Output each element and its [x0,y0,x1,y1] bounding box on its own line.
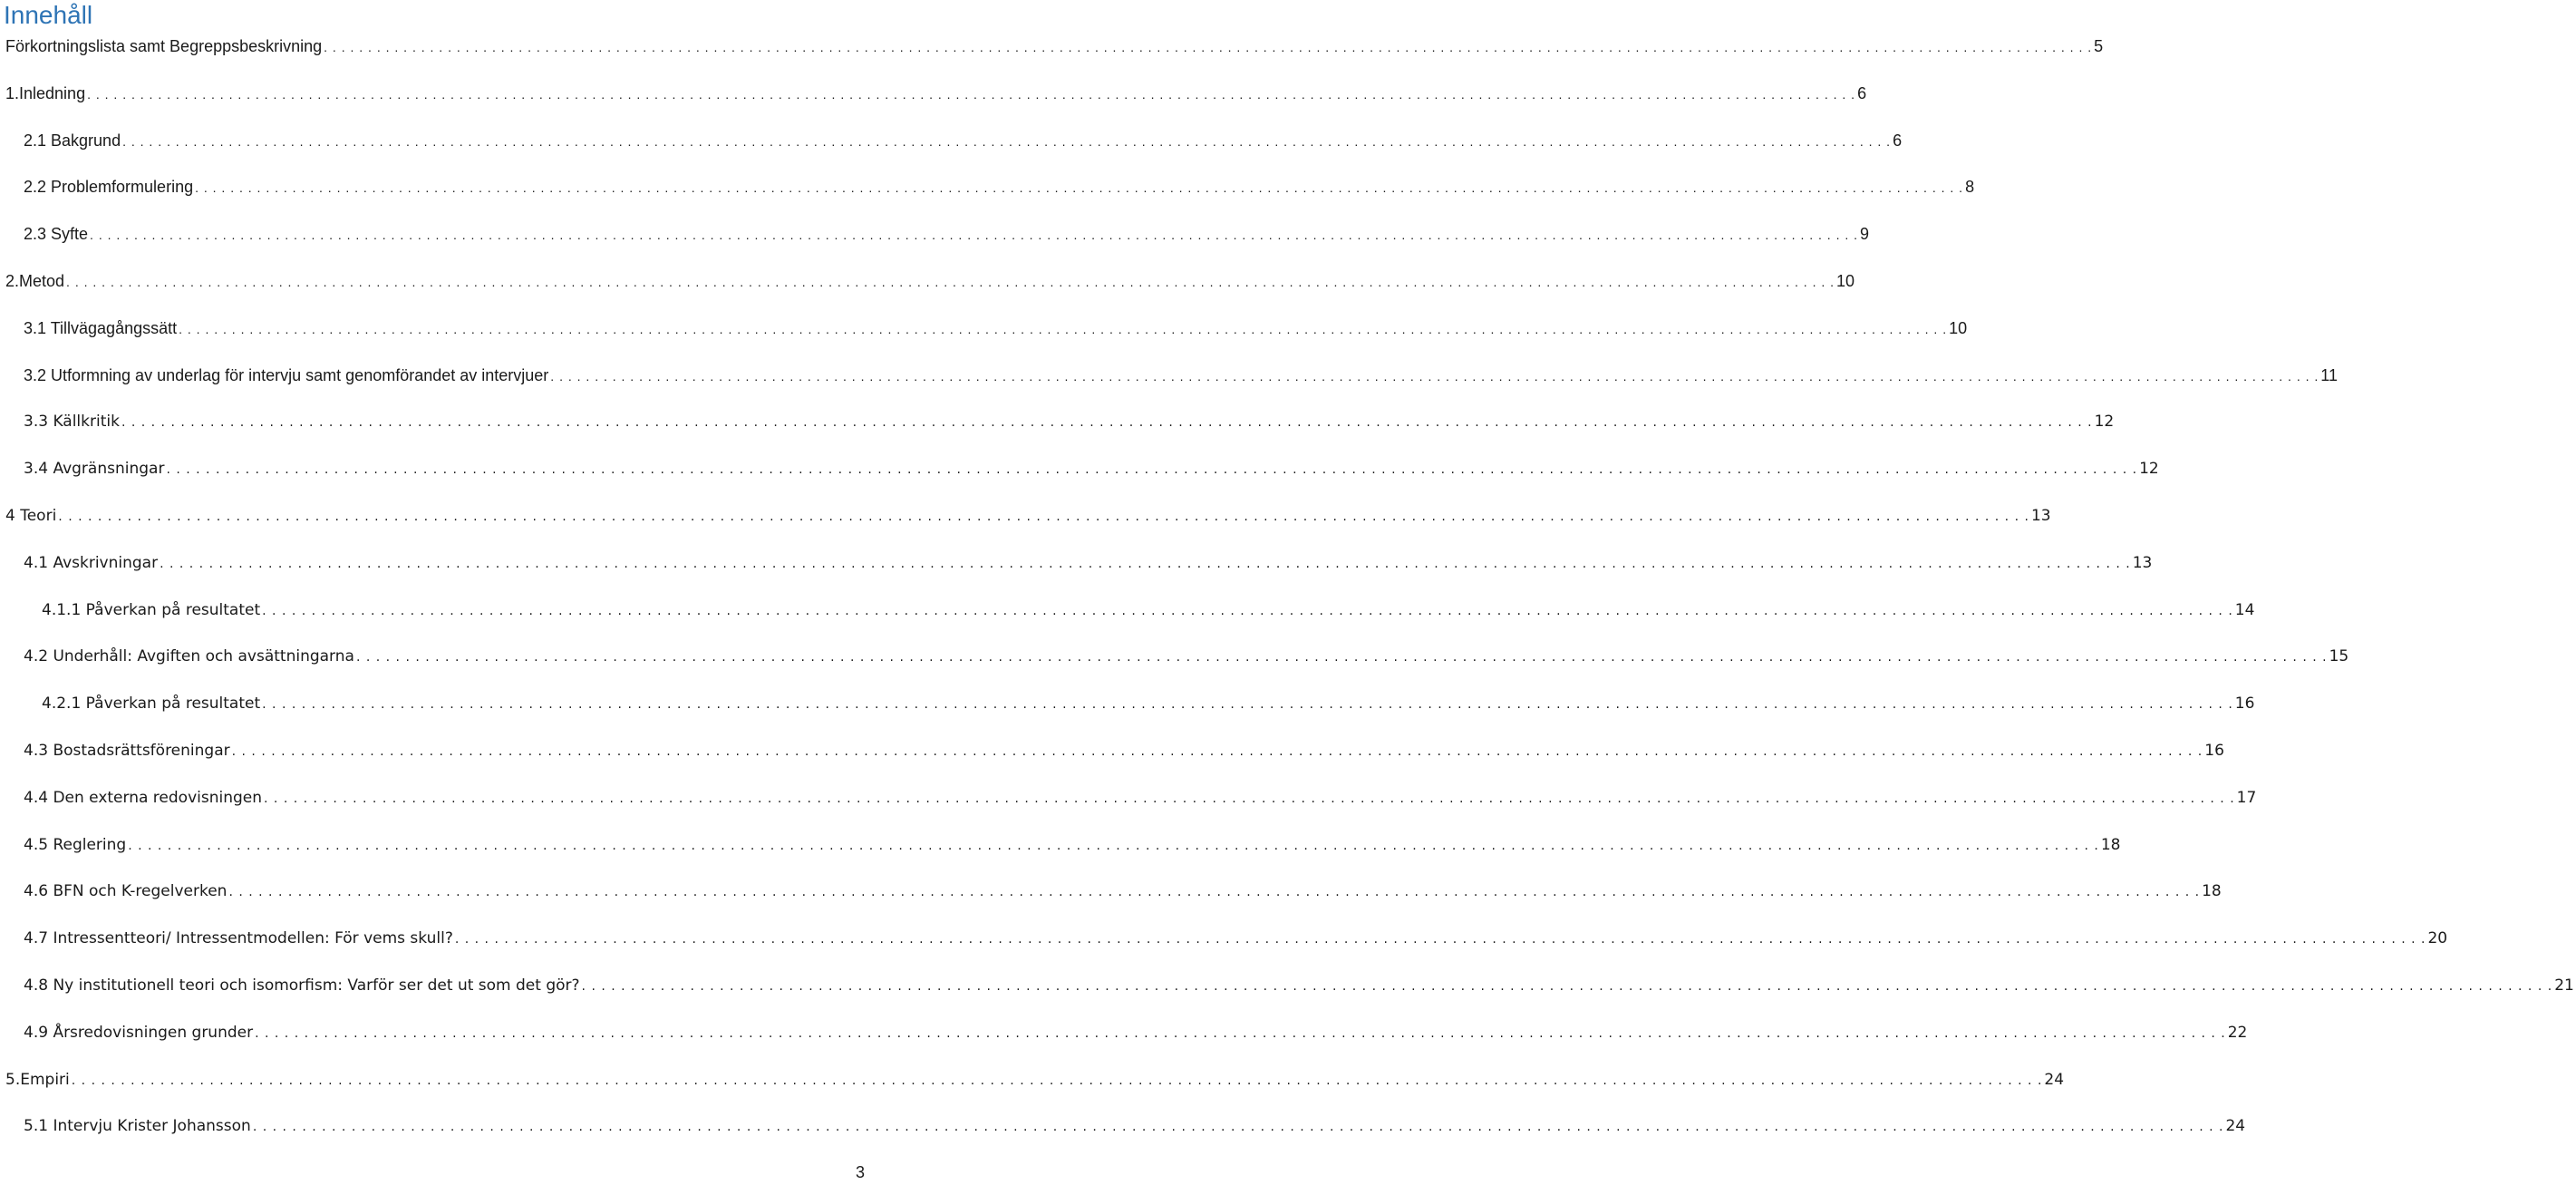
toc-entry-page: 10 [1949,318,1968,337]
toc-entry[interactable] [0,80,1867,107]
toc-leader-dots: . . . . . . . . . . . . . . . . . . . . . . . . . . . . . . . . . . . . . . . . . . . . . . . . . . . . . . . . . . . . . . . . . . . . . . . . . . . . . . . . . . . . . . . . . . . . . . . . . . . . . . . . . . . . . . . . . . . . . . . . . . . . . . . . . . . . . . . . . . . . . . . . . . . . . . . . . . . . . . . . . . . . . . . . . . . . . . . . . . . . . . . . . . . . . . . . . . . . . . . . [581,979,2553,994]
toc-leader-dots: . . . . . . . . . . . . . . . . . . . . . . . . . . . . . . . . . . . . . . . . . . . . . . . . . . . . . . . . . . . . . . . . . . . . . . . . . . . . . . . . . . . . . . . . . . . . . . . . . . . . . . . . . . . . . . . . . . . . . . . . . . . . . . . . . . . . . . . . . . . . . . . . . . . . . . . . . . . . . . . . . . . . . . . . . . . . . . . . . . . . . . . . . . . . . . . . . . . . . . . . [128,838,2099,853]
toc-leader-dots: . . . . . . . . . . . . . . . . . . . . . . . . . . . . . . . . . . . . . . . . . . . . . . . . . . . . . . . . . . . . . . . . . . . . . . . . . . . . . . . . . . . . . . . . . . . . . . . . . . . . . . . . . . . . . . . . . . . . . . . . . . . . . . . . . . . . . . . . . . . . . . . . . . . . . . . . . . . . . . . . . . . . . . . . . . . . . . . . . . . . . . . . . . . . . . . . . . . . . . . . [355,650,2328,665]
toc-entry-title: 3.3 Källkritik [24,413,120,432]
toc-entry[interactable] [0,455,2159,482]
toc-entry[interactable] [0,33,2104,60]
toc-leader-dots: . . . . . . . . . . . . . . . . . . . . . . . . . . . . . . . . . . . . . . . . . . . . . . . . . . . . . . . . . . . . . . . . . . . . . . . . . . . . . . . . . . . . . . . . . . . . . . . . . . . . . . . . . . . . . . . . . . . . . . . . . . . . . . . . . . . . . . . . . . . . . . . . . . . . . . . . . . . . . . . . . . . . . . . . . . . . . . . . . . . . . . . . . . . . . . . . . . . . . . . . [71,1073,2043,1088]
toc-entry-page: 6 [1893,131,1903,150]
toc-entry-page: 10 [1836,272,1855,290]
toc-entry-page: 12 [2094,413,2115,432]
toc-entry-title: 4.5 Reglering [24,835,127,854]
toc-entry-title: Förkortningslista samt Begreppsbeskrivning [5,37,323,55]
toc-leader-dots: . . . . . . . . . . . . . . . . . . . . . . . . . . . . . . . . . . . . . . . . . . . . . . . . . . . . . . . . . . . . . . . . . . . . . . . . . . . . . . . . . . . . . . . . . . . . . . . . . . . . . . . . . . . . . . . . . . . . . . . . . . . . . . . . . . . . . . . . . . . . . . . . . . . . . . . . . . . . . . . . . . . . . . . . . . . . . . . . . . . . . . . . . . . . . . . . . . . . . . . . [166,462,2138,478]
toc-leader-dots: . . . . . . . . . . . . . . . . . . . . . . . . . . . . . . . . . . . . . . . . . . . . . . . . . . . . . . . . . . . . . . . . . . . . . . . . . . . . . . . . . . . . . . . . . . . . . . . . . . . . . . . . . . . . . . . . . . . . . . . . . . . . . . . . . . . . . . . . . . . . . . . . . . . . . . . . . . . . . . . . . . . . . . . . . . . . . . . . . . . . . . . . . . . . . . . . . . . . . . . . [252,1120,2224,1135]
toc-leader-dots: . . . . . . . . . . . . . . . . . . . . . . . . . . . . . . . . . . . . . . . . . . . . . . . . . . . . . . . . . . . . . . . . . . . . . . . . . . . . . . . . . . . . . . . . . . . . . . . . . . . . . . . . . . . . . . . . . . . . . . . . . . . . . . . . . . . . . . . . . . . . . . . . . . . . . . . . . . . . . . . . . . . . . . . . . . . . . . . . . . . . . . . . . . . . . . . . . . . . . . . . [255,1025,2226,1041]
toc-entry-title: 4.1 Avskrivningar [24,553,159,572]
toc-entry-number: 1. [5,83,20,102]
toc-entry-page: 21 [2554,976,2574,995]
toc-entry-page: 12 [2139,460,2159,479]
toc-entry[interactable] [0,502,2051,529]
toc-entry-number: 2. [5,272,20,290]
toc-entry-title: 4.2.1 Påverkan på resultatet [42,694,261,714]
toc-leader-dots: . . . . . . . . . . . . . . . . . . . . . . . . . . . . . . . . . . . . . . . . . . . . . . . . . . . . . . . . . . . . . . . . . . . . . . . . . . . . . . . . . . . . . . . . . . . . . . . . . . . . . . . . . . . . . . . . . . . . . . . . . . . . . . . . . . . . . . . . . . . . . . . . . . . . . . . . . . . . . . . . . . . . . . . . . . . . . . . . . . . . . . . . . . . . . . . . . . . . . . . . [550,368,2319,384]
toc-entry-title: 3.1 Tillvägagångssätt [24,318,178,337]
toc-leader-dots: . . . . . . . . . . . . . . . . . . . . . . . . . . . . . . . . . . . . . . . . . . . . . . . . . . . . . . . . . . . . . . . . . . . . . . . . . . . . . . . . . . . . . . . . . . . . . . . . . . . . . . . . . . . . . . . . . . . . . . . . . . . . . . . . . . . . . . . . . . . . . . . . . . . . . . . . . . . . . . . . . . . . . . . . . . . . . . . . . . . . . . . . . . . . . . . . . . . . . . . . [122,133,1892,149]
toc-leader-dots: . . . . . . . . . . . . . . . . . . . . . . . . . . . . . . . . . . . . . . . . . . . . . . . . . . . . . . . . . . . . . . . . . . . . . . . . . . . . . . . . . . . . . . . . . . . . . . . . . . . . . . . . . . . . . . . . . . . . . . . . . . . . . . . . . . . . . . . . . . . . . . . . . . . . . . . . . . . . . . . . . . . . . . . . . . . . . . . . . . . . . . . . . . . . . . . . . . . . . . . . [262,697,2233,713]
toc-entry-page: 5 [2094,37,2104,55]
toc-entry-page: 13 [2132,553,2153,572]
toc-entry-title: Empiri [20,1070,70,1089]
toc-entry-page: 18 [2202,882,2222,901]
toc-entry-page: 20 [2427,929,2448,948]
toc-entry-page: 8 [1965,178,1975,197]
toc-entry-title: 3.4 Avgränsningar [24,460,165,479]
toc-leader-dots: . . . . . . . . . . . . . . . . . . . . . . . . . . . . . . . . . . . . . . . . . . . . . . . . . . . . . . . . . . . . . . . . . . . . . . . . . . . . . . . . . . . . . . . . . . . . . . . . . . . . . . . . . . . . . . . . . . . . . . . . . . . . . . . . . . . . . . . . . . . . . . . . . . . . . . . . . . . . . . . . . . . . . . . . . . . . . . . . . . . . . . . . . . . . . . . . . . . . . . . . [228,885,2201,900]
toc-entry[interactable] [0,220,1870,248]
toc-leader-dots: . . . . . . . . . . . . . . . . . . . . . . . . . . . . . . . . . . . . . . . . . . . . . . . . . . . . . . . . . . . . . . . . . . . . . . . . . . . . . . . . . . . . . . . . . . . . . . . . . . . . . . . . . . . . . . . . . . . . . . . . . . . . . . . . . . . . . . . . . . . . . . . . . . . . . . . . . . . . . . . . . . . . . . . . . . . . . . . . . . . . . . . . . . . . . . . . . . . . . . . . [121,415,2093,431]
toc-entry-title: 4.2 Underhåll: Avgiften och avsättningarna [24,647,354,666]
toc-leader-dots: . . . . . . . . . . . . . . . . . . . . . . . . . . . . . . . . . . . . . . . . . . . . . . . . . . . . . . . . . . . . . . . . . . . . . . . . . . . . . . . . . . . . . . . . . . . . . . . . . . . . . . . . . . . . . . . . . . . . . . . . . . . . . . . . . . . . . . . . . . . . . . . . . . . . . . . . . . . . . . . . . . . . . . . . . . . . . . . . . . . . . . . . . . . . . . . . . . . . . . . . [87,86,1856,102]
toc-entry-title: 4.1.1 Påverkan på resultatet [42,600,261,619]
toc-entry-title: Inledning [19,83,86,102]
toc-entry[interactable] [0,925,2448,952]
toc-entry-page: 9 [1860,225,1870,244]
toc-entry[interactable] [0,690,2255,717]
toc-entry[interactable] [0,1019,2248,1046]
toc-entry[interactable] [0,972,2574,999]
toc-entry-title: 2.3 Syfte [24,225,89,244]
toc-entry-page: 16 [2204,742,2224,760]
toc-entry-title: 2.1 Bakgrund [24,131,121,150]
toc-entry[interactable] [0,878,2222,905]
toc-leader-dots: . . . . . . . . . . . . . . . . . . . . . . . . . . . . . . . . . . . . . . . . . . . . . . . . . . . . . . . . . . . . . . . . . . . . . . . . . . . . . . . . . . . . . . . . . . . . . . . . . . . . . . . . . . . . . . . . . . . . . . . . . . . . . . . . . . . . . . . . . . . . . . . . . . . . . . . . . . . . . . . . . . . . . . . . . . . . . . . . . . . . . . . . . . . . . . . . . . . . . . . . [58,510,2029,524]
toc-entry[interactable] [0,549,2153,577]
toc-entry-page: 22 [2227,1023,2248,1042]
toc-leader-dots: . . . . . . . . . . . . . . . . . . . . . . . . . . . . . . . . . . . . . . . . . . . . . . . . . . . . . . . . . . . . . . . . . . . . . . . . . . . . . . . . . . . . . . . . . . . . . . . . . . . . . . . . . . . . . . . . . . . . . . . . . . . . . . . . . . . . . . . . . . . . . . . . . . . . . . . . . . . . . . . . . . . . . . . . . . . . . . . . . . . . . . . . . . . . . . . . . . . . . . . . [160,556,2131,571]
toc-entry-page: 18 [2100,835,2121,854]
toc-entry[interactable] [0,267,1855,295]
toc-entry[interactable] [0,173,1975,200]
toc-leader-dots: . . . . . . . . . . . . . . . . . . . . . . . . . . . . . . . . . . . . . . . . . . . . . . . . . . . . . . . . . . . . . . . . . . . . . . . . . . . . . . . . . . . . . . . . . . . . . . . . . . . . . . . . . . . . . . . . . . . . . . . . . . . . . . . . . . . . . . . . . . . . . . . . . . . . . . . . . . . . . . . . . . . . . . . . . . . . . . . . . . . . . . . . . . . . . . . . . . . . . . . . [90,228,1859,243]
toc-entry[interactable] [0,315,1968,342]
toc-entry[interactable] [0,643,2349,670]
toc-entry-page: 6 [1857,83,1867,102]
toc-entry[interactable] [0,597,2255,624]
toc-entry-number: 5. [5,1070,21,1089]
toc-entry-title: 4.6 BFN och K-regelverken [24,882,228,901]
page-number: 3 [855,1163,865,1181]
toc-entry-title: 4.8 Ny institutionell teori och isomorfism: Varför ser det ut som det gör? [24,976,580,995]
toc-entry[interactable] [0,127,1903,154]
toc-entry[interactable] [0,737,2224,764]
toc-entry-page: 24 [2225,1117,2246,1136]
toc-entry-page: 14 [2234,600,2255,619]
toc-leader-dots: . . . . . . . . . . . . . . . . . . . . . . . . . . . . . . . . . . . . . . . . . . . . . . . . . . . . . . . . . . . . . . . . . . . . . . . . . . . . . . . . . . . . . . . . . . . . . . . . . . . . . . . . . . . . . . . . . . . . . . . . . . . . . . . . . . . . . . . . . . . . . . . . . . . . . . . . . . . . . . . . . . . . . . . . . . . . . . . . . . . . . . . . . . . . . . . . . . . . . . . . [195,180,1964,196]
toc-leader-dots: . . . . . . . . . . . . . . . . . . . . . . . . . . . . . . . . . . . . . . . . . . . . . . . . . . . . . . . . . . . . . . . . . . . . . . . . . . . . . . . . . . . . . . . . . . . . . . . . . . . . . . . . . . . . . . . . . . . . . . . . . . . . . . . . . . . . . . . . . . . . . . . . . . . . . . . . . . . . . . . . . . . . . . . . . . . . . . . . . . . . . . . . . . . . . . . . . . . . . . . . [66,275,1835,289]
toc-entry-title: 5.1 Intervju Krister Johansson [24,1117,251,1136]
toc-entry-title: 3.2 Utformning av underlag för intervju samt genomförandet av intervjuer [24,365,549,384]
toc-entry[interactable] [0,362,2338,389]
toc-entry-page: 16 [2234,694,2255,714]
toc-leader-dots: . . . . . . . . . . . . . . . . . . . . . . . . . . . . . . . . . . . . . . . . . . . . . . . . . . . . . . . . . . . . . . . . . . . . . . . . . . . . . . . . . . . . . . . . . . . . . . . . . . . . . . . . . . . . . . . . . . . . . . . . . . . . . . . . . . . . . . . . . . . . . . . . . . . . . . . . . . . . . . . . . . . . . . . . . . . . . . . . . . . . . . . . . . . . . . . . . . . . . . . . [179,321,1948,336]
toc-leader-dots: . . . . . . . . . . . . . . . . . . . . . . . . . . . . . . . . . . . . . . . . . . . . . . . . . . . . . . . . . . . . . . . . . . . . . . . . . . . . . . . . . . . . . . . . . . . . . . . . . . . . . . . . . . . . . . . . . . . . . . . . . . . . . . . . . . . . . . . . . . . . . . . . . . . . . . . . . . . . . . . . . . . . . . . . . . . . . . . . . . . . . . . . . . . . . . . . . . . . . . . . [231,744,2203,759]
toc-entry-title: 2.2 Problemformulering [24,178,194,197]
toc-entry-page: 24 [2044,1070,2065,1089]
toc-entry-title: 4.7 Intressentteori/ Intressentmodellen: För vems skull? [24,929,453,948]
toc-leader-dots: . . . . . . . . . . . . . . . . . . . . . . . . . . . . . . . . . . . . . . . . . . . . . . . . . . . . . . . . . . . . . . . . . . . . . . . . . . . . . . . . . . . . . . . . . . . . . . . . . . . . . . . . . . . . . . . . . . . . . . . . . . . . . . . . . . . . . . . . . . . . . . . . . . . . . . . . . . . . . . . . . . . . . . . . . . . . . . . . . . . . . . . . . . . . . . . . . . . . . . . . [262,603,2233,618]
toc-entry-title: 4.9 Årsredovisningen grunder [24,1023,254,1042]
toc-entry[interactable] [0,408,2115,435]
toc-leader-dots: . . . . . . . . . . . . . . . . . . . . . . . . . . . . . . . . . . . . . . . . . . . . . . . . . . . . . . . . . . . . . . . . . . . . . . . . . . . . . . . . . . . . . . . . . . . . . . . . . . . . . . . . . . . . . . . . . . . . . . . . . . . . . . . . . . . . . . . . . . . . . . . . . . . . . . . . . . . . . . . . . . . . . . . . . . . . . . . . . . . . . . . . . . . . . . . . . . . . . . . . [264,791,2235,806]
toc-entry[interactable] [0,1112,2246,1140]
toc-entry-page: 13 [2030,507,2051,525]
toc-entry-title: 4.3 Bostadsrättsföreningar [24,742,230,760]
toc-entry[interactable] [0,784,2257,811]
toc-leader-dots: . . . . . . . . . . . . . . . . . . . . . . . . . . . . . . . . . . . . . . . . . . . . . . . . . . . . . . . . . . . . . . . . . . . . . . . . . . . . . . . . . . . . . . . . . . . . . . . . . . . . . . . . . . . . . . . . . . . . . . . . . . . . . . . . . . . . . . . . . . . . . . . . . . . . . . . . . . . . . . . . . . . . . . . . . . . . . . . . . . . . . . . . . . . . . . . . . . . . . . . . [454,932,2426,947]
toc-entry-page: 17 [2236,788,2257,807]
toc-entry-title: 4.4 Den externa redovisningen [24,788,263,807]
toc-entry-page: 11 [2320,365,2338,384]
toc-entry[interactable] [0,831,2121,859]
toc-entry-title: Metod [19,272,65,290]
toc-entry[interactable] [0,1066,2065,1093]
toc-entry-page: 15 [2329,647,2349,666]
toc-entry-title: 4 Teori [5,507,57,525]
toc-leader-dots: . . . . . . . . . . . . . . . . . . . . . . . . . . . . . . . . . . . . . . . . . . . . . . . . . . . . . . . . . . . . . . . . . . . . . . . . . . . . . . . . . . . . . . . . . . . . . . . . . . . . . . . . . . . . . . . . . . . . . . . . . . . . . . . . . . . . . . . . . . . . . . . . . . . . . . . . . . . . . . . . . . . . . . . . . . . . . . . . . . . . . . . . . . . . . . . . . . . . . . . . [324,40,2093,54]
toc-heading: Innehåll [4,1,93,29]
